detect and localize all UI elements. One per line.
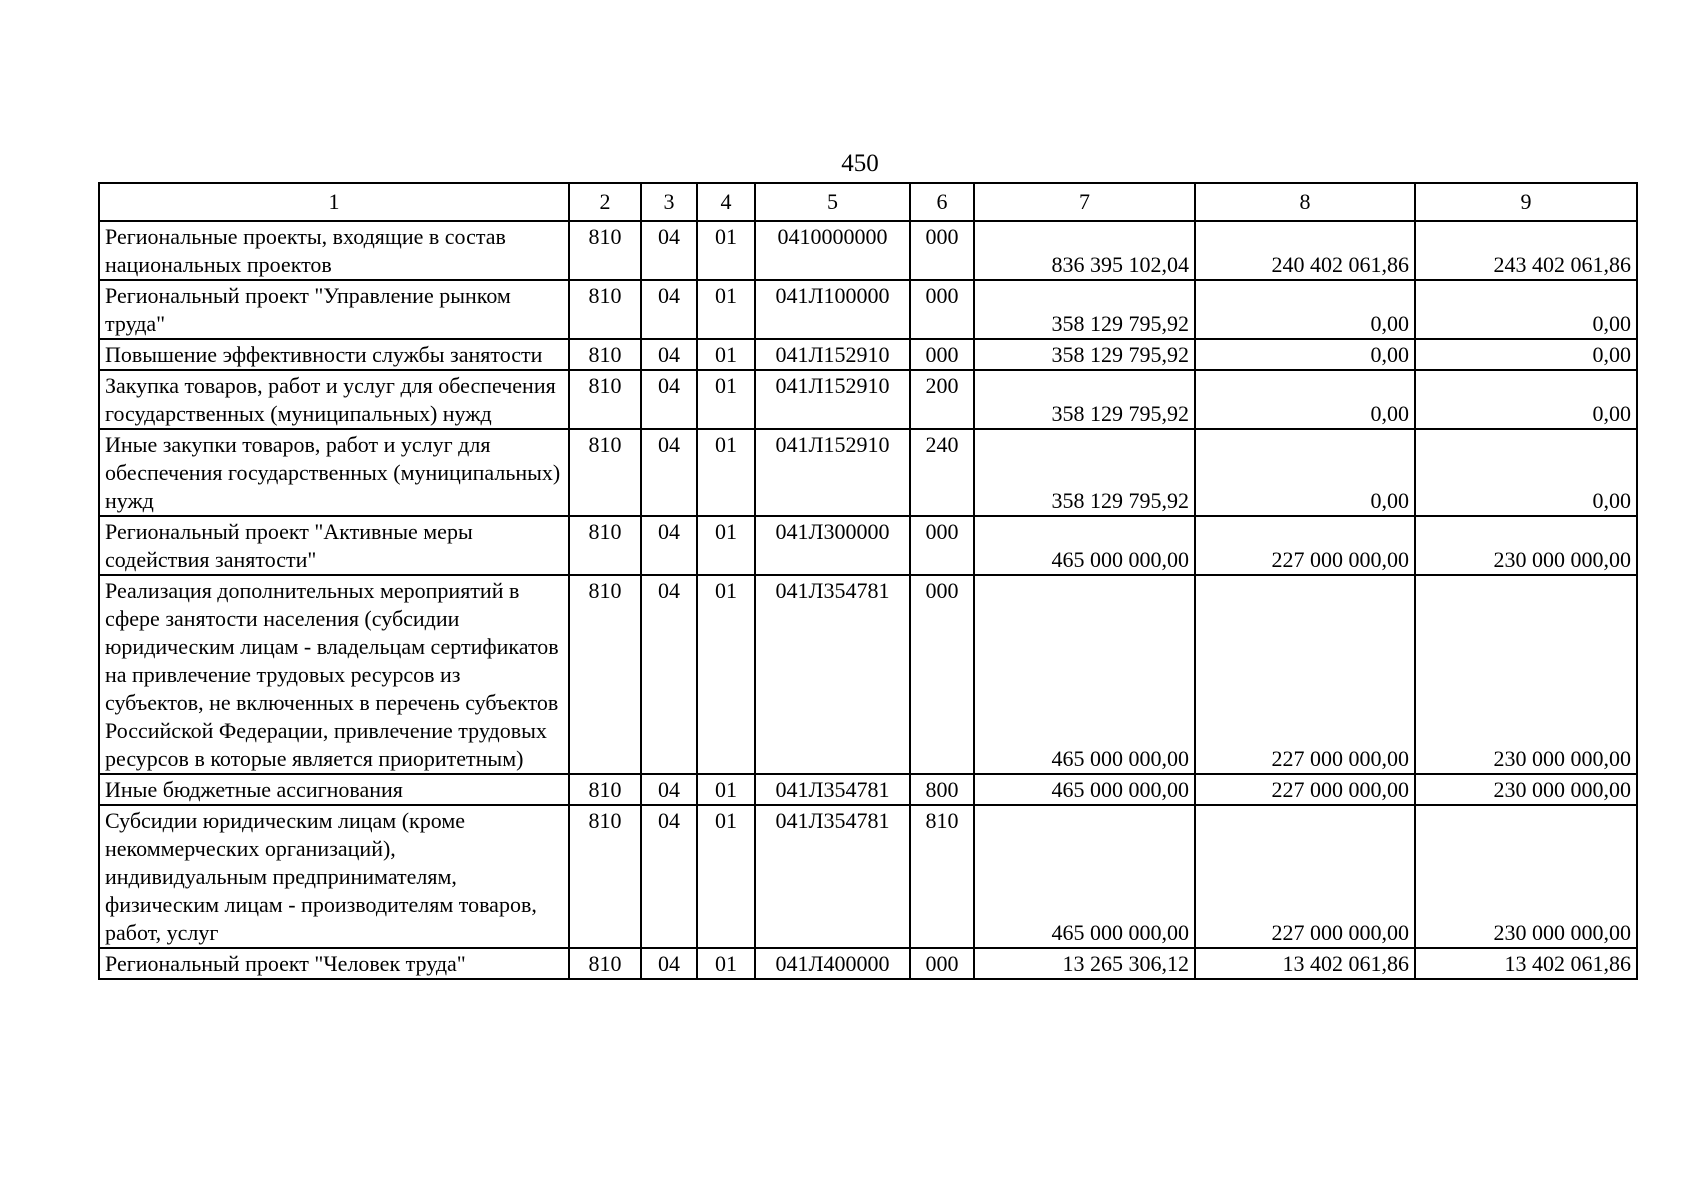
row-code-cell: 041Л100000 [755,280,910,339]
row-name-cell: Реализация дополнительных мероприятий в сфере занятости населения (субсидии юридическим лицам - владельцам сертификатов на привлечение трудовых ресурсов из субъектов, не включенных в перечень субъектов Российской Федерации, привлечение трудовых ресурсов в которые является приоритетным) [99,575,569,774]
row-name-cell: Иные бюджетные ассигнования [99,774,569,805]
row-code-cell: 041Л152910 [755,339,910,370]
row-amount-cell: 0,00 [1195,339,1415,370]
row-code-cell: 800 [910,774,974,805]
row-amount-cell: 227 000 000,00 [1195,805,1415,948]
row-code-cell: 041Л152910 [755,429,910,516]
row-amount-cell: 13 402 061,86 [1195,948,1415,979]
row-amount-cell: 230 000 000,00 [1415,575,1637,774]
row-code-cell: 041Л354781 [755,805,910,948]
row-code-cell: 000 [910,575,974,774]
row-code-cell: 0410000000 [755,221,910,280]
row-amount-cell: 836 395 102,04 [974,221,1195,280]
row-code-cell: 04 [641,575,697,774]
row-code-cell: 01 [697,575,755,774]
row-amount-cell: 230 000 000,00 [1415,774,1637,805]
row-amount-cell: 0,00 [1195,280,1415,339]
row-code-cell: 810 [569,948,641,979]
row-code-cell: 810 [569,370,641,429]
row-code-cell: 04 [641,516,697,575]
row-code-cell: 041Л354781 [755,575,910,774]
row-code-cell: 01 [697,221,755,280]
row-code-cell: 810 [569,805,641,948]
row-name-cell: Региональный проект "Управление рынком труда" [99,280,569,339]
row-amount-cell: 230 000 000,00 [1415,516,1637,575]
table-row [99,948,1637,979]
header-cell: 6 [910,183,974,221]
row-code-cell: 240 [910,429,974,516]
row-code-cell: 01 [697,280,755,339]
row-amount-cell: 465 000 000,00 [974,774,1195,805]
row-code-cell: 810 [569,516,641,575]
row-name-cell: Региональные проекты, входящие в состав национальных проектов [99,221,569,280]
row-code-cell: 04 [641,221,697,280]
row-code-cell: 200 [910,370,974,429]
row-amount-cell: 240 402 061,86 [1195,221,1415,280]
budget-table [98,182,1638,980]
row-code-cell: 01 [697,516,755,575]
row-code-cell: 810 [569,774,641,805]
row-code-cell: 01 [697,429,755,516]
row-amount-cell: 465 000 000,00 [974,516,1195,575]
row-amount-cell: 227 000 000,00 [1195,516,1415,575]
row-amount-cell: 358 129 795,92 [974,280,1195,339]
row-code-cell: 810 [910,805,974,948]
row-name-cell: Региональный проект "Человек труда" [99,948,569,979]
row-code-cell: 04 [641,774,697,805]
row-name-cell: Закупка товаров, работ и услуг для обеспечения государственных (муниципальных) нужд [99,370,569,429]
row-code-cell: 000 [910,221,974,280]
header-cell: 3 [641,183,697,221]
row-code-cell: 04 [641,370,697,429]
row-code-cell: 041Л400000 [755,948,910,979]
row-amount-cell: 0,00 [1415,339,1637,370]
row-amount-cell: 0,00 [1195,429,1415,516]
row-amount-cell: 0,00 [1415,280,1637,339]
row-code-cell: 01 [697,805,755,948]
table-row [99,805,1637,948]
row-code-cell: 04 [641,948,697,979]
row-code-cell: 041Л300000 [755,516,910,575]
row-code-cell: 000 [910,516,974,575]
row-amount-cell: 465 000 000,00 [974,805,1195,948]
header-row [99,183,1637,221]
table-row [99,429,1637,516]
row-name-cell: Субсидии юридическим лицам (кроме некоммерческих организаций), индивидуальным предпринимателям, физическим лицам - производителям товаров, работ, услуг [99,805,569,948]
row-amount-cell: 243 402 061,86 [1415,221,1637,280]
header-cell: 8 [1195,183,1415,221]
row-amount-cell: 358 129 795,92 [974,339,1195,370]
row-code-cell: 04 [641,280,697,339]
row-amount-cell: 465 000 000,00 [974,575,1195,774]
table-row [99,280,1637,339]
row-name-cell: Иные закупки товаров, работ и услуг для обеспечения государственных (муниципальных) нужд [99,429,569,516]
row-amount-cell: 358 129 795,92 [974,429,1195,516]
header-cell: 7 [974,183,1195,221]
row-code-cell: 04 [641,339,697,370]
header-cell: 1 [99,183,569,221]
row-code-cell: 01 [697,339,755,370]
row-amount-cell: 0,00 [1415,429,1637,516]
table-row [99,221,1637,280]
row-code-cell: 810 [569,339,641,370]
table-row [99,516,1637,575]
row-amount-cell: 0,00 [1415,370,1637,429]
table-row [99,575,1637,774]
table-row [99,370,1637,429]
page-number: 450 [841,150,879,177]
row-amount-cell: 227 000 000,00 [1195,575,1415,774]
row-code-cell: 01 [697,948,755,979]
header-cell: 2 [569,183,641,221]
row-code-cell: 000 [910,339,974,370]
row-code-cell: 810 [569,221,641,280]
row-code-cell: 04 [641,805,697,948]
row-amount-cell: 358 129 795,92 [974,370,1195,429]
header-cell: 4 [697,183,755,221]
row-name-cell: Региональный проект "Активные меры содействия занятости" [99,516,569,575]
row-code-cell: 810 [569,575,641,774]
row-amount-cell: 13 265 306,12 [974,948,1195,979]
table-row [99,339,1637,370]
table-row [99,774,1637,805]
row-amount-cell: 227 000 000,00 [1195,774,1415,805]
row-code-cell: 810 [569,429,641,516]
header-cell: 9 [1415,183,1637,221]
row-code-cell: 01 [697,370,755,429]
row-amount-cell: 230 000 000,00 [1415,805,1637,948]
row-amount-cell: 13 402 061,86 [1415,948,1637,979]
row-code-cell: 810 [569,280,641,339]
row-code-cell: 000 [910,280,974,339]
row-code-cell: 01 [697,774,755,805]
header-cell: 5 [755,183,910,221]
row-code-cell: 041Л152910 [755,370,910,429]
row-name-cell: Повышение эффективности службы занятости [99,339,569,370]
row-amount-cell: 0,00 [1195,370,1415,429]
row-code-cell: 04 [641,429,697,516]
row-code-cell: 000 [910,948,974,979]
table-body [99,183,1637,979]
row-code-cell: 041Л354781 [755,774,910,805]
